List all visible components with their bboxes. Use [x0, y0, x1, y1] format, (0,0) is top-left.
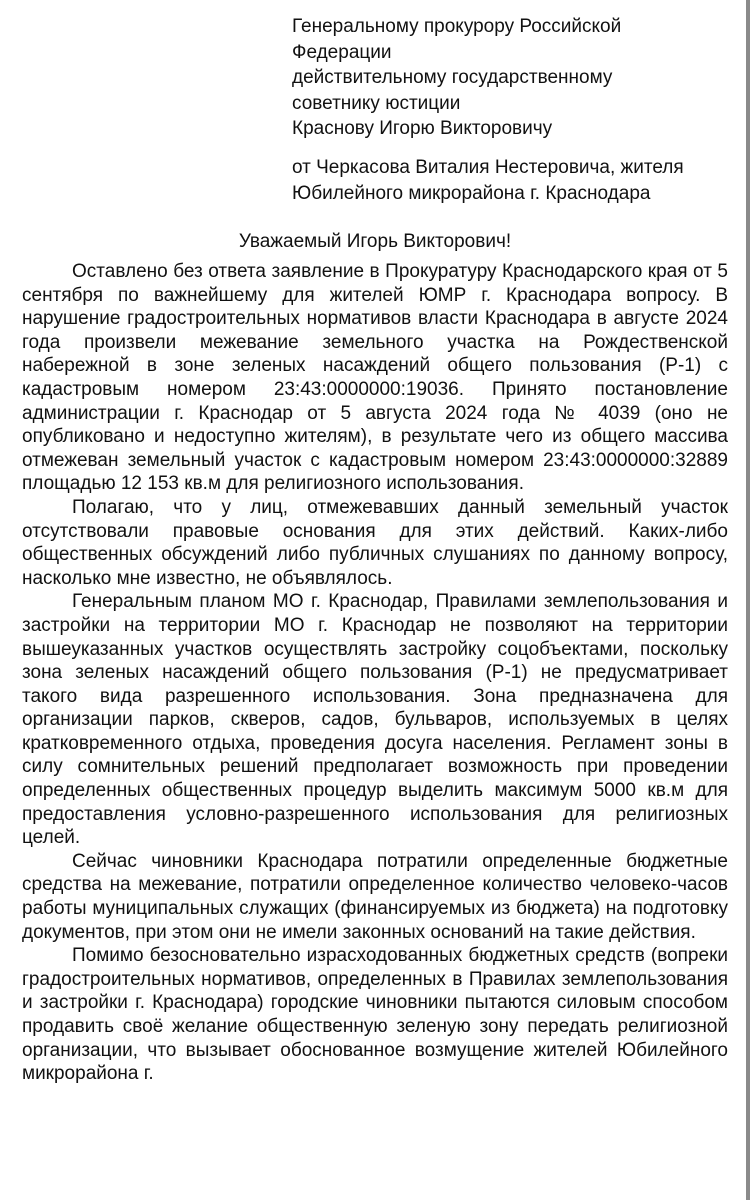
body-paragraph: Генеральным планом МО г. Краснодар, Правилами землепользования и застройки на территории МО г. Краснодар не позволяют на территории вышеуказанных участков осуществлять застройку соцобъектами, поскольку зона зеленых насаждений общего пользования (Р-1) не предусматривает такого вида разрешенного использования. Зона предназначена для организации парков, скверов, садов, бульваров, используемых в целях кратковременного отдыха, проведения досуга населения. Регламент зоны в силу сомнительных решений предполагает возможность при проведении определенных общественных процедур выделить максимум 5000 кв.м для предоставления условно-разрешенного использования для религиозных целей. [22, 591, 728, 849]
addressee-line: Генеральному прокурору Российской [292, 16, 622, 37]
body-paragraph: Помимо безосновательно израсходованных бюджетных средств (вопреки градостроительных нормативов, определенных в Правилах землепользования и застройки г. Краснодара) городские чиновники пытаются силовым способом продавить своё желание общественную зеленую зону передать религиозной организации, что вызывает обоснованное возмущение жителей Юбилейного микрорайона г. [22, 945, 728, 1085]
body-paragraph: Полагаю, что у лиц, отмежевавших данный земельный участок отсутствовали правовые основания для этих действий. Каких-либо общественных обсуждений либо публичных слушаниях по данному вопросу, насколько мне известно, не объявлялось. [22, 496, 728, 589]
body-paragraph: Оставлено без ответа заявление в Прокуратуру Краснодарского края от 5 сентября по важнейшему для жителей ЮМР г. Краснодара вопросу. В нарушение градостроительных нормативов власти Краснодара в августе 2024 года произвели межевание земельного участка на Рождественской набережной в зоне зеленых насаждений общего пользования (Р-1) с кадастровым номером 23:43:0000000:19036. Принято постановление администрации г. Краснодар от 5 августа 2024 года № 4039 (оно не опубликовано и недоступно жителям), в результате чего из общего массива отмежеван земельный участок с кадастровым номером 23:43:0000000:32889 площадью 12 153 кв.м для религиозного использования. [22, 261, 728, 495]
sender-line: от Черкасова Виталия Нестеровича, жителя [292, 157, 684, 178]
salutation: Уважаемый Игорь Викторович! [238, 231, 512, 252]
addressee-line: действительному государственному [292, 67, 613, 88]
addressee-line: Федерации [292, 41, 392, 63]
addressee-line: Краснову Игорю Викторовичу [292, 118, 553, 139]
body-paragraph: Сейчас чиновники Краснодара потратили определенные бюджетные средства на межевание, потратили определенное количество человеко-часов работы муниципальных служащих (финансируемых из бюджета) на подготовку документов, при этом они не имели законных оснований на такие действия. [22, 850, 728, 943]
page-edge-divider [746, 0, 750, 1200]
sender-line: Юбилейного микрорайона г. Краснодара [292, 182, 651, 204]
sender-block [292, 155, 732, 206]
letter-body [22, 260, 728, 1086]
addressee-block [292, 14, 732, 142]
addressee-line: советнику юстиции [292, 92, 461, 114]
